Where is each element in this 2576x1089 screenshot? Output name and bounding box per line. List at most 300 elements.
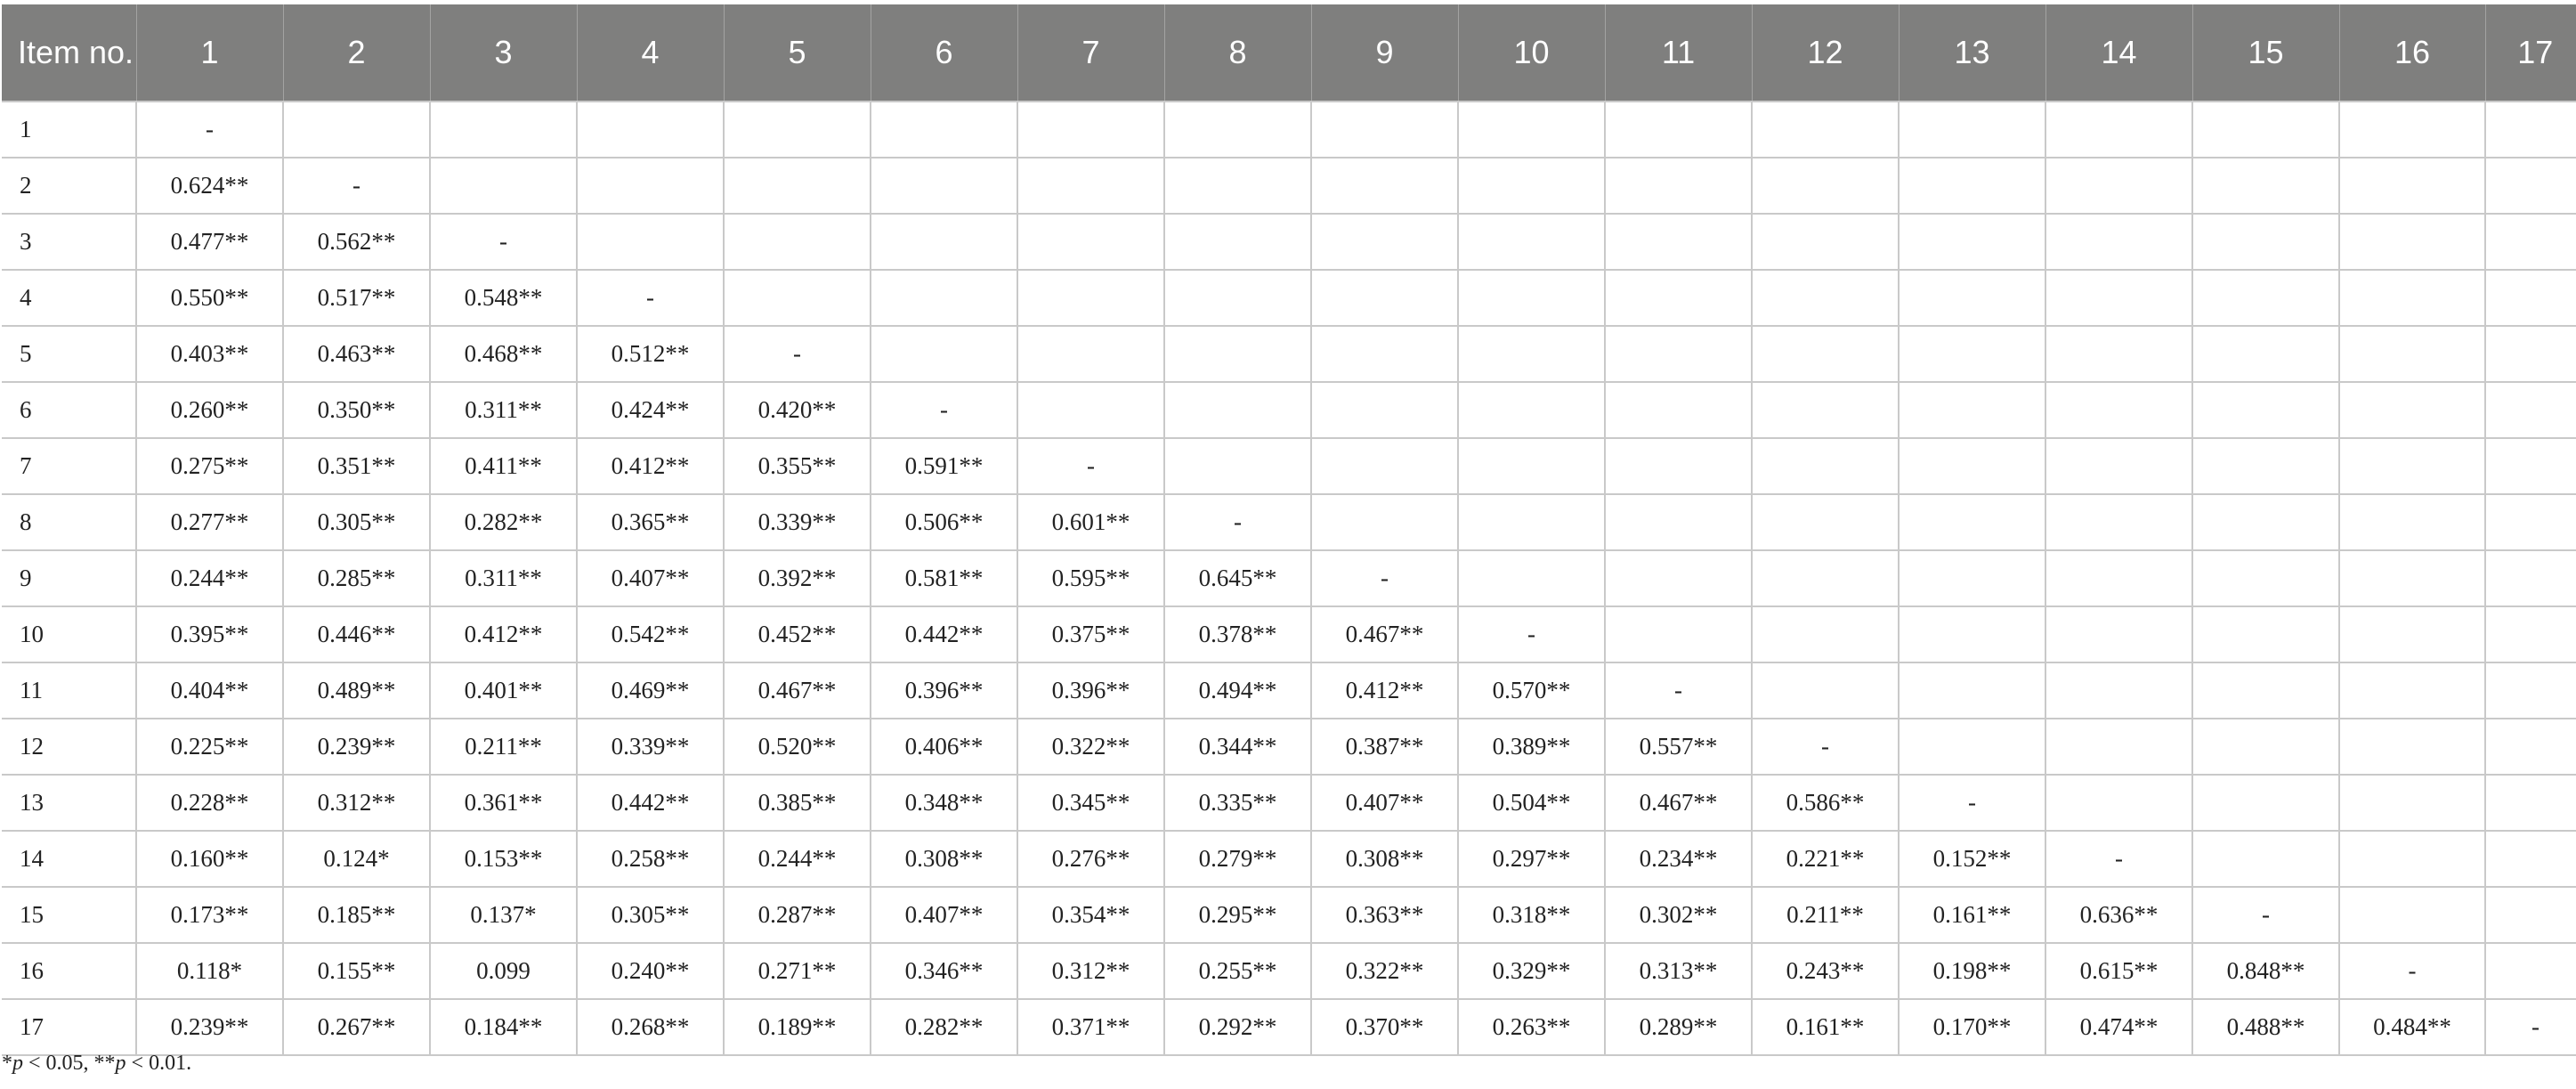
correlation-cell: [1311, 214, 1458, 270]
correlation-cell: 0.581**: [871, 550, 1017, 606]
correlation-cell: 0.506**: [871, 494, 1017, 550]
correlation-cell: [2339, 158, 2485, 214]
correlation-cell: 0.268**: [577, 999, 724, 1055]
table-row: [2, 438, 2576, 494]
correlation-cell: 0.198**: [1899, 943, 2045, 999]
correlation-cell: -: [1458, 606, 1605, 662]
correlation-cell: 0.520**: [724, 719, 871, 775]
correlation-cell: -: [136, 102, 283, 158]
correlation-cell: [1899, 326, 2045, 382]
correlation-cell: 0.173**: [136, 887, 283, 943]
correlation-cell: [2045, 662, 2192, 719]
table-row: [2, 102, 2576, 158]
column-header: 2: [283, 4, 430, 102]
correlation-cell: 0.467**: [724, 662, 871, 719]
correlation-cell: 0.211**: [1752, 887, 1899, 943]
correlation-cell: 0.406**: [871, 719, 1017, 775]
row-item-label: 7: [2, 438, 136, 494]
column-header: 13: [1899, 4, 2045, 102]
correlation-cell: 0.467**: [1311, 606, 1458, 662]
correlation-cell: 0.401**: [430, 662, 577, 719]
table-row: [2, 943, 2576, 999]
table-row: [2, 662, 2576, 719]
correlation-cell: 0.267**: [283, 999, 430, 1055]
correlation-cell: -: [1899, 775, 2045, 831]
correlation-cell: 0.118*: [136, 943, 283, 999]
correlation-cell: [1605, 606, 1752, 662]
correlation-cell: 0.161**: [1899, 887, 2045, 943]
correlation-cell: [2192, 382, 2339, 438]
correlation-cell: [2192, 719, 2339, 775]
correlation-cell: [1605, 326, 1752, 382]
correlation-cell: 0.512**: [577, 326, 724, 382]
column-header: 15: [2192, 4, 2339, 102]
correlation-cell: [1899, 606, 2045, 662]
correlation-cell: [2339, 662, 2485, 719]
correlation-cell: [2192, 606, 2339, 662]
correlation-cell: 0.185**: [283, 887, 430, 943]
correlation-cell: 0.375**: [1017, 606, 1164, 662]
correlation-cell: 0.289**: [1605, 999, 1752, 1055]
correlation-cell: 0.396**: [1017, 662, 1164, 719]
correlation-cell: 0.239**: [283, 719, 430, 775]
correlation-cell: 0.365**: [577, 494, 724, 550]
correlation-cell: 0.412**: [430, 606, 577, 662]
correlation-cell: 0.155**: [283, 943, 430, 999]
correlation-cell: 0.221**: [1752, 831, 1899, 887]
table-row: [2, 158, 2576, 214]
correlation-cell: [1458, 438, 1605, 494]
correlation-cell: [2485, 270, 2576, 326]
correlation-cell: 0.339**: [724, 494, 871, 550]
table-row: [2, 719, 2576, 775]
table-header: [2, 4, 2576, 102]
correlation-cell: 0.346**: [871, 943, 1017, 999]
correlation-cell: [1017, 270, 1164, 326]
correlation-cell: [2045, 214, 2192, 270]
correlation-cell: 0.370**: [1311, 999, 1458, 1055]
correlation-cell: 0.615**: [2045, 943, 2192, 999]
correlation-cell: 0.279**: [1164, 831, 1311, 887]
correlation-cell: 0.591**: [871, 438, 1017, 494]
correlation-cell: 0.442**: [577, 775, 724, 831]
correlation-cell: [2485, 438, 2576, 494]
table-row: [2, 775, 2576, 831]
correlation-cell: -: [1311, 550, 1458, 606]
correlation-cell: [577, 102, 724, 158]
correlation-cell: [1458, 158, 1605, 214]
correlation-cell: 0.469**: [577, 662, 724, 719]
correlation-table: [2, 4, 2576, 1056]
footnote-star: *: [2, 1052, 12, 1075]
correlation-cell: [430, 102, 577, 158]
correlation-cell: 0.255**: [1164, 943, 1311, 999]
column-header: 5: [724, 4, 871, 102]
correlation-cell: 0.234**: [1605, 831, 1752, 887]
correlation-cell: [2045, 438, 2192, 494]
column-header: 7: [1017, 4, 1164, 102]
correlation-cell: [724, 158, 871, 214]
correlation-cell: 0.484**: [2339, 999, 2485, 1055]
correlation-cell: 0.348**: [871, 775, 1017, 831]
correlation-cell: 0.452**: [724, 606, 871, 662]
correlation-cell: [2339, 270, 2485, 326]
correlation-cell: [1458, 214, 1605, 270]
correlation-cell: 0.636**: [2045, 887, 2192, 943]
correlation-cell: [2339, 606, 2485, 662]
row-item-label: 17: [2, 999, 136, 1055]
correlation-cell: [2485, 158, 2576, 214]
correlation-cell: [1017, 214, 1164, 270]
correlation-cell: 0.244**: [724, 831, 871, 887]
table-body: [2, 102, 2576, 1055]
correlation-cell: 0.287**: [724, 887, 871, 943]
correlation-cell: [1899, 438, 2045, 494]
correlation-cell: 0.260**: [136, 382, 283, 438]
correlation-cell: -: [1752, 719, 1899, 775]
correlation-cell: [1752, 270, 1899, 326]
correlation-cell: [2485, 943, 2576, 999]
correlation-cell: [2045, 158, 2192, 214]
correlation-cell: 0.488**: [2192, 999, 2339, 1055]
footnote-p-symbol: p: [115, 1052, 126, 1075]
table-row: [2, 606, 2576, 662]
column-header: 11: [1605, 4, 1752, 102]
correlation-cell: [1752, 438, 1899, 494]
correlation-cell: [1752, 102, 1899, 158]
correlation-cell: -: [2485, 999, 2576, 1055]
correlation-cell: [724, 270, 871, 326]
correlation-cell: [871, 158, 1017, 214]
correlation-cell: 0.355**: [724, 438, 871, 494]
correlation-cell: [430, 158, 577, 214]
correlation-cell: [1164, 270, 1311, 326]
correlation-cell: 0.239**: [136, 999, 283, 1055]
column-header: 6: [871, 4, 1017, 102]
correlation-cell: 0.645**: [1164, 550, 1311, 606]
correlation-cell: [1899, 662, 2045, 719]
correlation-cell: 0.275**: [136, 438, 283, 494]
correlation-cell: [1458, 494, 1605, 550]
correlation-cell: [724, 214, 871, 270]
correlation-cell: [1311, 494, 1458, 550]
correlation-cell: [2339, 438, 2485, 494]
table-row: [2, 494, 2576, 550]
correlation-cell: [2192, 270, 2339, 326]
correlation-cell: [1899, 494, 2045, 550]
correlation-cell: -: [283, 158, 430, 214]
correlation-cell: 0.361**: [430, 775, 577, 831]
correlation-cell: [2339, 326, 2485, 382]
correlation-cell: [2045, 102, 2192, 158]
row-item-label: 4: [2, 270, 136, 326]
correlation-cell: [871, 102, 1017, 158]
correlation-cell: 0.395**: [136, 606, 283, 662]
table-row: [2, 887, 2576, 943]
correlation-cell: [871, 326, 1017, 382]
correlation-cell: 0.407**: [1311, 775, 1458, 831]
correlation-cell: 0.570**: [1458, 662, 1605, 719]
correlation-cell: [2192, 214, 2339, 270]
correlation-cell: 0.170**: [1899, 999, 2045, 1055]
correlation-cell: 0.161**: [1752, 999, 1899, 1055]
correlation-cell: 0.412**: [1311, 662, 1458, 719]
correlation-cell: 0.311**: [430, 382, 577, 438]
correlation-cell: 0.312**: [283, 775, 430, 831]
correlation-cell: 0.467**: [1605, 775, 1752, 831]
correlation-cell: [1311, 102, 1458, 158]
correlation-cell: 0.322**: [1311, 943, 1458, 999]
column-header: 9: [1311, 4, 1458, 102]
column-header: 17: [2485, 4, 2576, 102]
correlation-cell: [1752, 662, 1899, 719]
correlation-cell: [724, 102, 871, 158]
correlation-cell: 0.308**: [1311, 831, 1458, 887]
correlation-cell: -: [577, 270, 724, 326]
correlation-cell: [2485, 719, 2576, 775]
correlation-cell: [1752, 326, 1899, 382]
correlation-cell: [2045, 775, 2192, 831]
correlation-cell: 0.557**: [1605, 719, 1752, 775]
correlation-cell: 0.313**: [1605, 943, 1752, 999]
correlation-cell: 0.601**: [1017, 494, 1164, 550]
correlation-cell: [2339, 887, 2485, 943]
correlation-cell: [1752, 214, 1899, 270]
correlation-cell: [2339, 382, 2485, 438]
correlation-cell: [1017, 158, 1164, 214]
row-item-label: 3: [2, 214, 136, 270]
correlation-cell: 0.258**: [577, 831, 724, 887]
correlation-cell: 0.392**: [724, 550, 871, 606]
correlation-cell: 0.211**: [430, 719, 577, 775]
correlation-cell: -: [430, 214, 577, 270]
correlation-cell: [2339, 494, 2485, 550]
correlation-cell: -: [1017, 438, 1164, 494]
footnote-threshold-1: < 0.05, **: [23, 1052, 116, 1075]
table-row: [2, 831, 2576, 887]
row-item-label: 11: [2, 662, 136, 719]
correlation-cell: 0.292**: [1164, 999, 1311, 1055]
correlation-cell: 0.624**: [136, 158, 283, 214]
correlation-cell: 0.489**: [283, 662, 430, 719]
correlation-cell: [2485, 494, 2576, 550]
correlation-cell: [2045, 606, 2192, 662]
correlation-cell: 0.271**: [724, 943, 871, 999]
correlation-cell: [2045, 550, 2192, 606]
row-item-label: 13: [2, 775, 136, 831]
correlation-cell: 0.311**: [430, 550, 577, 606]
row-item-label: 1: [2, 102, 136, 158]
correlation-cell: [1605, 550, 1752, 606]
correlation-cell: [1311, 158, 1458, 214]
correlation-cell: [1164, 382, 1311, 438]
correlation-cell: 0.548**: [430, 270, 577, 326]
correlation-cell: 0.244**: [136, 550, 283, 606]
correlation-cell: [2192, 550, 2339, 606]
correlation-cell: 0.420**: [724, 382, 871, 438]
correlation-cell: [1017, 102, 1164, 158]
correlation-cell: [1311, 270, 1458, 326]
correlation-cell: [2485, 887, 2576, 943]
correlation-cell: [1458, 102, 1605, 158]
column-header: 1: [136, 4, 283, 102]
correlation-cell: 0.305**: [283, 494, 430, 550]
correlation-cell: 0.318**: [1458, 887, 1605, 943]
correlation-cell: [1605, 382, 1752, 438]
correlation-cell: [1458, 270, 1605, 326]
correlation-cell: [1752, 158, 1899, 214]
correlation-cell: [2485, 831, 2576, 887]
correlation-cell: [2485, 102, 2576, 158]
correlation-cell: 0.297**: [1458, 831, 1605, 887]
correlation-cell: [2045, 326, 2192, 382]
correlation-cell: [871, 270, 1017, 326]
column-header: 3: [430, 4, 577, 102]
correlation-cell: 0.099: [430, 943, 577, 999]
correlation-cell: [2045, 719, 2192, 775]
correlation-cell: 0.351**: [283, 438, 430, 494]
correlation-cell: 0.184**: [430, 999, 577, 1055]
correlation-cell: 0.276**: [1017, 831, 1164, 887]
correlation-cell: 0.344**: [1164, 719, 1311, 775]
table-row: [2, 326, 2576, 382]
correlation-cell: 0.335**: [1164, 775, 1311, 831]
correlation-cell: [1458, 382, 1605, 438]
correlation-cell: 0.329**: [1458, 943, 1605, 999]
table-footnote: [2, 1052, 191, 1076]
correlation-cell: [1605, 102, 1752, 158]
correlation-cell: [2339, 102, 2485, 158]
correlation-cell: 0.494**: [1164, 662, 1311, 719]
correlation-cell: [1899, 102, 2045, 158]
correlation-cell: 0.363**: [1311, 887, 1458, 943]
correlation-cell: 0.240**: [577, 943, 724, 999]
correlation-cell: [2485, 326, 2576, 382]
correlation-cell: 0.848**: [2192, 943, 2339, 999]
correlation-cell: [1752, 382, 1899, 438]
column-header: 12: [1752, 4, 1899, 102]
table-row: [2, 550, 2576, 606]
correlation-cell: 0.371**: [1017, 999, 1164, 1055]
correlation-cell: 0.404**: [136, 662, 283, 719]
correlation-cell: [2485, 214, 2576, 270]
footnote-threshold-2: < 0.01.: [126, 1052, 192, 1075]
correlation-cell: [1899, 214, 2045, 270]
correlation-cell: [2485, 382, 2576, 438]
correlation-cell: [1899, 550, 2045, 606]
correlation-cell: 0.263**: [1458, 999, 1605, 1055]
correlation-cell: [1164, 326, 1311, 382]
correlation-cell: [2485, 606, 2576, 662]
correlation-cell: 0.124*: [283, 831, 430, 887]
correlation-cell: [2192, 102, 2339, 158]
correlation-cell: [1311, 382, 1458, 438]
correlation-cell: 0.228**: [136, 775, 283, 831]
correlation-cell: [1017, 326, 1164, 382]
correlation-cell: 0.305**: [577, 887, 724, 943]
correlation-cell: 0.424**: [577, 382, 724, 438]
correlation-cell: 0.474**: [2045, 999, 2192, 1055]
correlation-cell: 0.517**: [283, 270, 430, 326]
correlation-cell: [2485, 775, 2576, 831]
correlation-cell: 0.354**: [1017, 887, 1164, 943]
correlation-cell: 0.350**: [283, 382, 430, 438]
correlation-cell: 0.152**: [1899, 831, 2045, 887]
correlation-cell: [1899, 270, 2045, 326]
correlation-cell: [2339, 550, 2485, 606]
correlation-cell: 0.407**: [871, 887, 1017, 943]
correlation-cell: [1752, 494, 1899, 550]
correlation-cell: [1605, 438, 1752, 494]
correlation-cell: [1899, 382, 2045, 438]
column-header: 14: [2045, 4, 2192, 102]
correlation-cell: 0.339**: [577, 719, 724, 775]
correlation-cell: 0.378**: [1164, 606, 1311, 662]
correlation-cell: 0.385**: [724, 775, 871, 831]
correlation-cell: [1458, 550, 1605, 606]
correlation-cell: 0.189**: [724, 999, 871, 1055]
correlation-cell: 0.412**: [577, 438, 724, 494]
row-item-label: 15: [2, 887, 136, 943]
correlation-cell: [577, 214, 724, 270]
correlation-cell: 0.387**: [1311, 719, 1458, 775]
row-item-label: 5: [2, 326, 136, 382]
table-row: [2, 999, 2576, 1055]
correlation-cell: [2192, 438, 2339, 494]
correlation-cell: -: [871, 382, 1017, 438]
correlation-cell: 0.595**: [1017, 550, 1164, 606]
table-row: [2, 382, 2576, 438]
correlation-cell: [2192, 831, 2339, 887]
correlation-cell: [1605, 214, 1752, 270]
correlation-cell: [1605, 494, 1752, 550]
correlation-cell: [1164, 102, 1311, 158]
correlation-cell: [1752, 550, 1899, 606]
correlation-cell: 0.468**: [430, 326, 577, 382]
correlation-cell: 0.504**: [1458, 775, 1605, 831]
correlation-cell: [871, 214, 1017, 270]
footnote-p-symbol: p: [12, 1052, 23, 1075]
table-row: [2, 270, 2576, 326]
correlation-cell: [1311, 326, 1458, 382]
correlation-cell: 0.586**: [1752, 775, 1899, 831]
correlation-cell: [2192, 158, 2339, 214]
row-item-label: 8: [2, 494, 136, 550]
row-item-label: 6: [2, 382, 136, 438]
column-header: 16: [2339, 4, 2485, 102]
correlation-cell: [2192, 775, 2339, 831]
correlation-cell: -: [2045, 831, 2192, 887]
row-item-label: 2: [2, 158, 136, 214]
correlation-cell: 0.282**: [871, 999, 1017, 1055]
correlation-cell: 0.322**: [1017, 719, 1164, 775]
correlation-cell: [2045, 494, 2192, 550]
correlation-cell: 0.137*: [430, 887, 577, 943]
row-item-label: 9: [2, 550, 136, 606]
column-header: 10: [1458, 4, 1605, 102]
row-item-label: 16: [2, 943, 136, 999]
row-item-label: 14: [2, 831, 136, 887]
correlation-cell: 0.295**: [1164, 887, 1311, 943]
correlation-cell: 0.243**: [1752, 943, 1899, 999]
correlation-cell: [1017, 382, 1164, 438]
correlation-cell: [2339, 775, 2485, 831]
correlation-cell: [1164, 158, 1311, 214]
correlation-cell: [1605, 158, 1752, 214]
correlation-cell: 0.411**: [430, 438, 577, 494]
correlation-cell: -: [1605, 662, 1752, 719]
row-item-label: 10: [2, 606, 136, 662]
